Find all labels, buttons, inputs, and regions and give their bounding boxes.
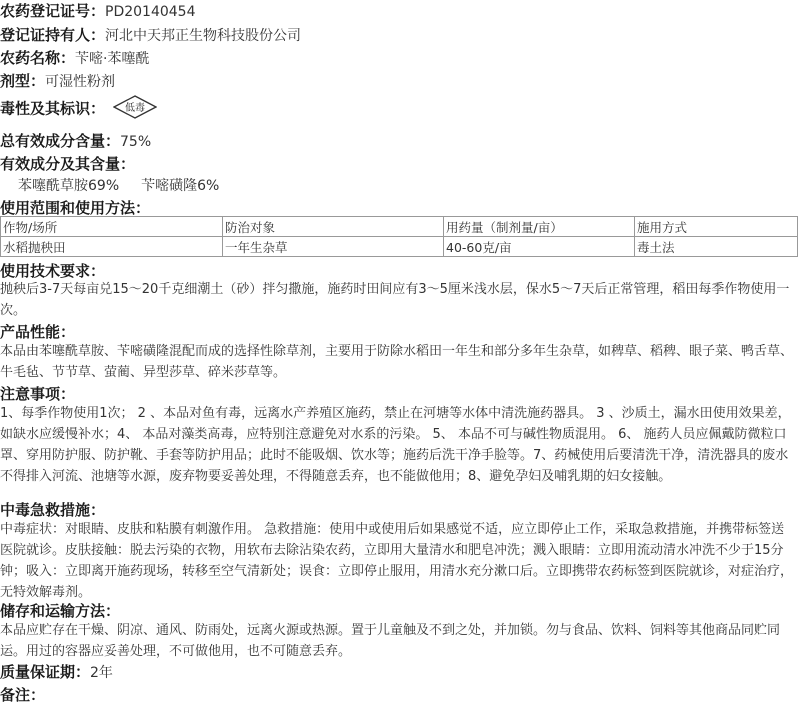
first-aid-text: 中毒症状：对眼睛、皮肤和粘膜有刺激作用。 急救措施：使用中或使用后如果感觉不适，应立即停止工作，采取急救措施，并携带标签送医院就诊。皮肤接触：脱去污染的衣物，用软布去除沾染农药，立即用大量清水和肥皂冲洗；溅入眼睛：立即用流动清水冲洗不少于15分钟；吸入：立即离开施药现场，转移至空气清新处；误食：立即停止服用，用清水充分漱口后。立即携带农药标签到医院就诊，对症治疗，无特效解毒剂。 — [0, 522, 794, 600]
table-row — [1, 237, 798, 257]
formulation-label: 剂型： — [0, 72, 46, 90]
first-aid-heading — [0, 499, 105, 520]
ingredients-list — [18, 175, 219, 195]
header-dosage: 用药量（制剂量/亩） — [444, 217, 635, 237]
low-toxicity-diamond-icon — [113, 95, 157, 123]
low-toxicity-text: 低毒 — [125, 103, 146, 114]
header-target: 防治对象 — [223, 217, 444, 237]
total-content — [0, 130, 151, 151]
pesticide-name — [0, 47, 149, 68]
performance-text: 本品由苯噻酰草胺、苄嘧磺隆混配而成的选择性除草剂，主要用于防除水稻田一年生和部分多年生杂草，如稗草、稻稗、眼子菜、鸭舌草、牛毛毡、节节草、萤蔺、异型莎草、碎米莎草等。 — [0, 344, 794, 380]
registration-holder-label: 登记证持有人： — [0, 26, 106, 44]
usage-table — [0, 216, 798, 257]
notes-heading — [0, 383, 75, 404]
cell-dosage: 40-60克/亩 — [444, 237, 635, 257]
total-content-label: 总有效成分含量： — [0, 132, 121, 150]
tech-requirements-text: 抛秧后3-7天每亩兑15～20千克细潮土（砂）拌匀撒施，施药时田间应有3～5厘米浅水层，保水5～7天后正常管理，稻田每季作物使用一次。 — [0, 282, 790, 318]
notes-label: 注意事项： — [0, 385, 76, 403]
tech-requirements-label: 使用技术要求： — [0, 262, 106, 280]
header-method: 施用方式 — [635, 217, 798, 237]
performance-label: 产品性能： — [0, 323, 76, 341]
usage-heading — [0, 197, 150, 218]
first-aid-label: 中毒急救措施： — [0, 501, 106, 519]
registration-number-value: PD20140454 — [105, 4, 196, 20]
formulation — [0, 70, 115, 91]
performance-heading — [0, 321, 75, 342]
toxicity-label: 毒性及其标识： — [0, 99, 106, 118]
registration-number-label: 农药登记证号： — [0, 2, 106, 20]
ingredients-heading — [0, 153, 135, 174]
remarks — [0, 684, 45, 705]
shelf-life-value: 2年 — [90, 665, 113, 681]
cell-target: 一年生杂草 — [223, 237, 444, 257]
remarks-label: 备注： — [0, 686, 46, 704]
shelf-life — [0, 661, 113, 682]
tech-requirements-heading — [0, 260, 105, 281]
registration-holder — [0, 24, 301, 45]
ingredient-item: 苄嘧磺隆6% — [141, 178, 220, 194]
usage-table-header — [1, 217, 798, 237]
pesticide-name-value: 苄嘧·苯噻酰 — [75, 51, 150, 67]
ingredients-label: 有效成分及其含量： — [0, 155, 136, 173]
cell-crop: 水稻抛秧田 — [1, 237, 223, 257]
registration-number — [0, 0, 196, 21]
toxicity — [0, 95, 157, 123]
notes-text: 1、每季作物使用1次； 2 、本品对鱼有毒，远离水产养殖区施药，禁止在河塘等水体中清洗施药器具。 3 、沙质土，漏水田使用效果差，如缺水应缓慢补水；4、 本品对藻类高毒，应特别注意避免对水系的污染。 5、 本品不可与碱性物质混用。 6、 施药人员应佩戴防微粒口罩、穿用防护服、防护靴、手套等防护用品；此时不能吸烟、饮水等；施药后洗干净手脸等。7、药械使用后要清洗干净，清洗器具的废水不得排入河流、池塘等水源，废弃物要妥善处理，不得随意丢弃，也不能做他用；8、避免孕妇及哺乳期的妇女接触。 — [0, 406, 791, 484]
usage-label: 使用范围和使用方法： — [0, 199, 151, 217]
registration-holder-value: 河北中天邦正生物科技股份公司 — [105, 28, 302, 44]
pesticide-name-label: 农药名称： — [0, 49, 76, 67]
storage-label: 储存和运输方法： — [0, 602, 121, 620]
shelf-life-label: 质量保证期： — [0, 663, 91, 681]
storage-text: 本品应贮存在干燥、阴凉、通风、防雨处，远离火源或热源。置于儿童触及不到之处，并加锁。勿与食品、饮料、饲料等其他商品同贮同运。用过的容器应妥善处理，不可做他用，也不可随意丢弃。 — [0, 623, 781, 659]
ingredient-item: 苯噻酰草胺69% — [18, 178, 120, 194]
total-content-value: 75% — [120, 134, 152, 150]
header-crop: 作物/场所 — [1, 217, 223, 237]
cell-method: 毒土法 — [635, 237, 798, 257]
storage-heading — [0, 600, 120, 621]
formulation-value: 可湿性粉剂 — [45, 74, 116, 90]
